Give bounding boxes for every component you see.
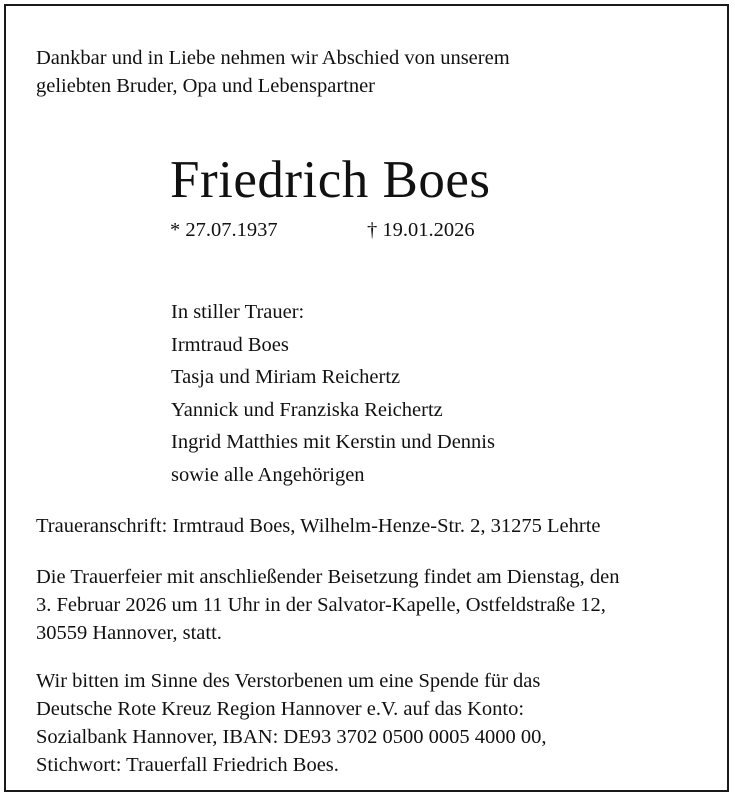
donation-info <box>36 667 546 779</box>
deceased-name: Friedrich Boes <box>170 151 491 209</box>
ceremony-line: Die Trauerfeier mit anschließender Beisetzung findet am Dienstag, den <box>36 566 620 588</box>
mourners-heading: In stiller Trauer: <box>171 301 305 323</box>
donation-line: Stichwort: Trauerfall Friedrich Boes. <box>36 754 339 776</box>
mourner-name: Ingrid Matthies mit Kerstin und Dennis <box>171 431 495 453</box>
intro-text <box>36 44 510 100</box>
mourning-address: Traueranschrift: Irmtraud Boes, Wilhelm-Henze-Str. 2, 31275 Lehrte <box>36 515 601 537</box>
ceremony-line: 30559 Hannover, statt. <box>36 622 222 644</box>
mourners-list <box>171 296 495 491</box>
intro-line: Dankbar und in Liebe nehmen wir Abschied von unserem <box>36 47 510 69</box>
donation-line: Deutsche Rote Kreuz Region Hannover e.V. auf das Konto: <box>36 698 525 720</box>
intro-line: geliebten Bruder, Opa und Lebenspartner <box>36 75 376 97</box>
birth-date: * 27.07.1937 <box>170 219 278 241</box>
donation-line: Sozialbank Hannover, IBAN: DE93 3702 0500 0005 4000 00, <box>36 726 547 748</box>
death-date: † 19.01.2026 <box>367 219 475 241</box>
ceremony-info <box>36 563 620 647</box>
ceremony-line: 3. Februar 2026 um 11 Uhr in der Salvator-Kapelle, Ostfeldstraße 12, <box>36 594 606 616</box>
mourner-name: Irmtraud Boes <box>171 333 289 356</box>
mourner-name: Tasja und Miriam Reichertz <box>171 366 401 388</box>
mourner-name: Yannick und Franziska Reichertz <box>171 398 443 421</box>
donation-line: Wir bitten im Sinne des Verstorbenen um eine Spende für das <box>36 670 541 692</box>
mourner-name: sowie alle Angehörigen <box>171 463 365 486</box>
